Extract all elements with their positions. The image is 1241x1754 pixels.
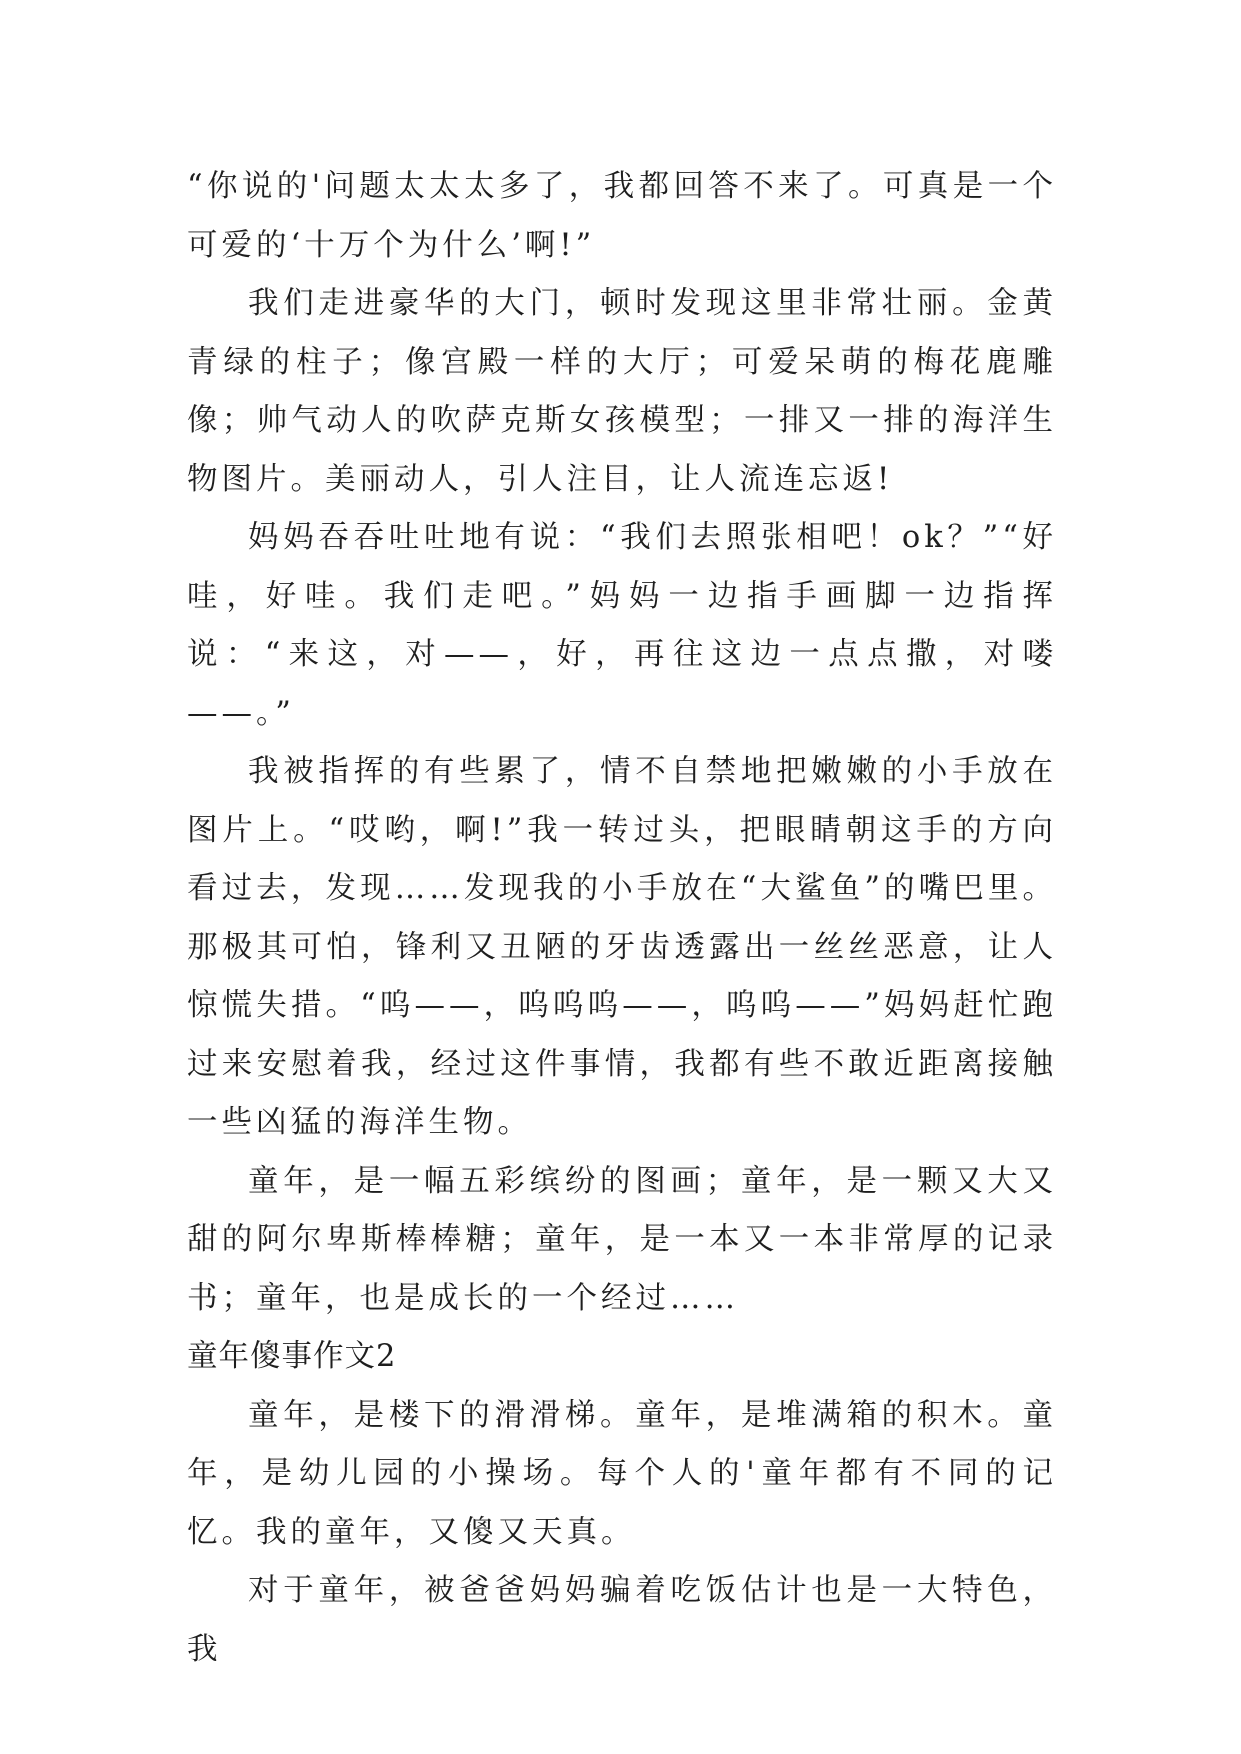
paragraph-meal-story: 对于童年，被爸爸妈妈骗着吃饭估计也是一大特色，我 xyxy=(187,1573,1057,1667)
paragraph-shark-incident: 我被指挥的有些累了，情不自禁地把嫩嫩的小手放在图片上。“哎哟，啊!”我一转过头，把眼睛朝这手的方向看过去，发现……发现我的小手放在“大鲨鱼”的嘴巴里。那极其可怕，锋利又丑陋的牙齿透露出一丝丝恶意，让人惊慌失措。“呜——，呜呜呜——，呜呜——”妈妈赶忙跑过来安慰着我，经过这件事情，我都有些不敢近距离接触一些凶猛的海洋生物。 xyxy=(187,754,1057,1140)
section-title: 童年傻事作文2 xyxy=(187,1339,397,1374)
article-body xyxy=(187,158,1057,1679)
paragraph-photo-dialogue: 妈妈吞吞吐吐地有说：“我们去照张相吧！ok？”“好哇，好哇。我们走吧。”妈妈一边指手画脚一边指挥说：“来这，对——，好，再往这边一点点撒，对喽——。” xyxy=(187,520,1057,731)
paragraph-childhood-intro: 童年，是楼下的滑滑梯。童年，是堆满箱的积木。童年，是幼儿园的小操场。每个人的'童年都有不同的记忆。我的童年，又傻又天真。 xyxy=(187,1397,1057,1550)
paragraph-hall-description: 我们走进豪华的大门，顿时发现这里非常壮丽。金黄青绿的柱子；像宫殿一样的大厅；可爱呆萌的梅花鹿雕像；帅气动人的吹萨克斯女孩模型；一排又一排的海洋生物图片。美丽动人，引人注目，让人流连忘返! xyxy=(187,286,1057,497)
paragraph-childhood-summary: 童年，是一幅五彩缤纷的图画；童年，是一颗又大又甜的阿尔卑斯棒棒糖；童年，是一本又一本非常厚的记录书；童年，也是成长的一个经过…… xyxy=(187,1163,1057,1316)
paragraph-question-quote: “你说的'问题太太太多了，我都回答不来了。可真是一个可爱的‘十万个为什么’啊!” xyxy=(187,169,1057,263)
